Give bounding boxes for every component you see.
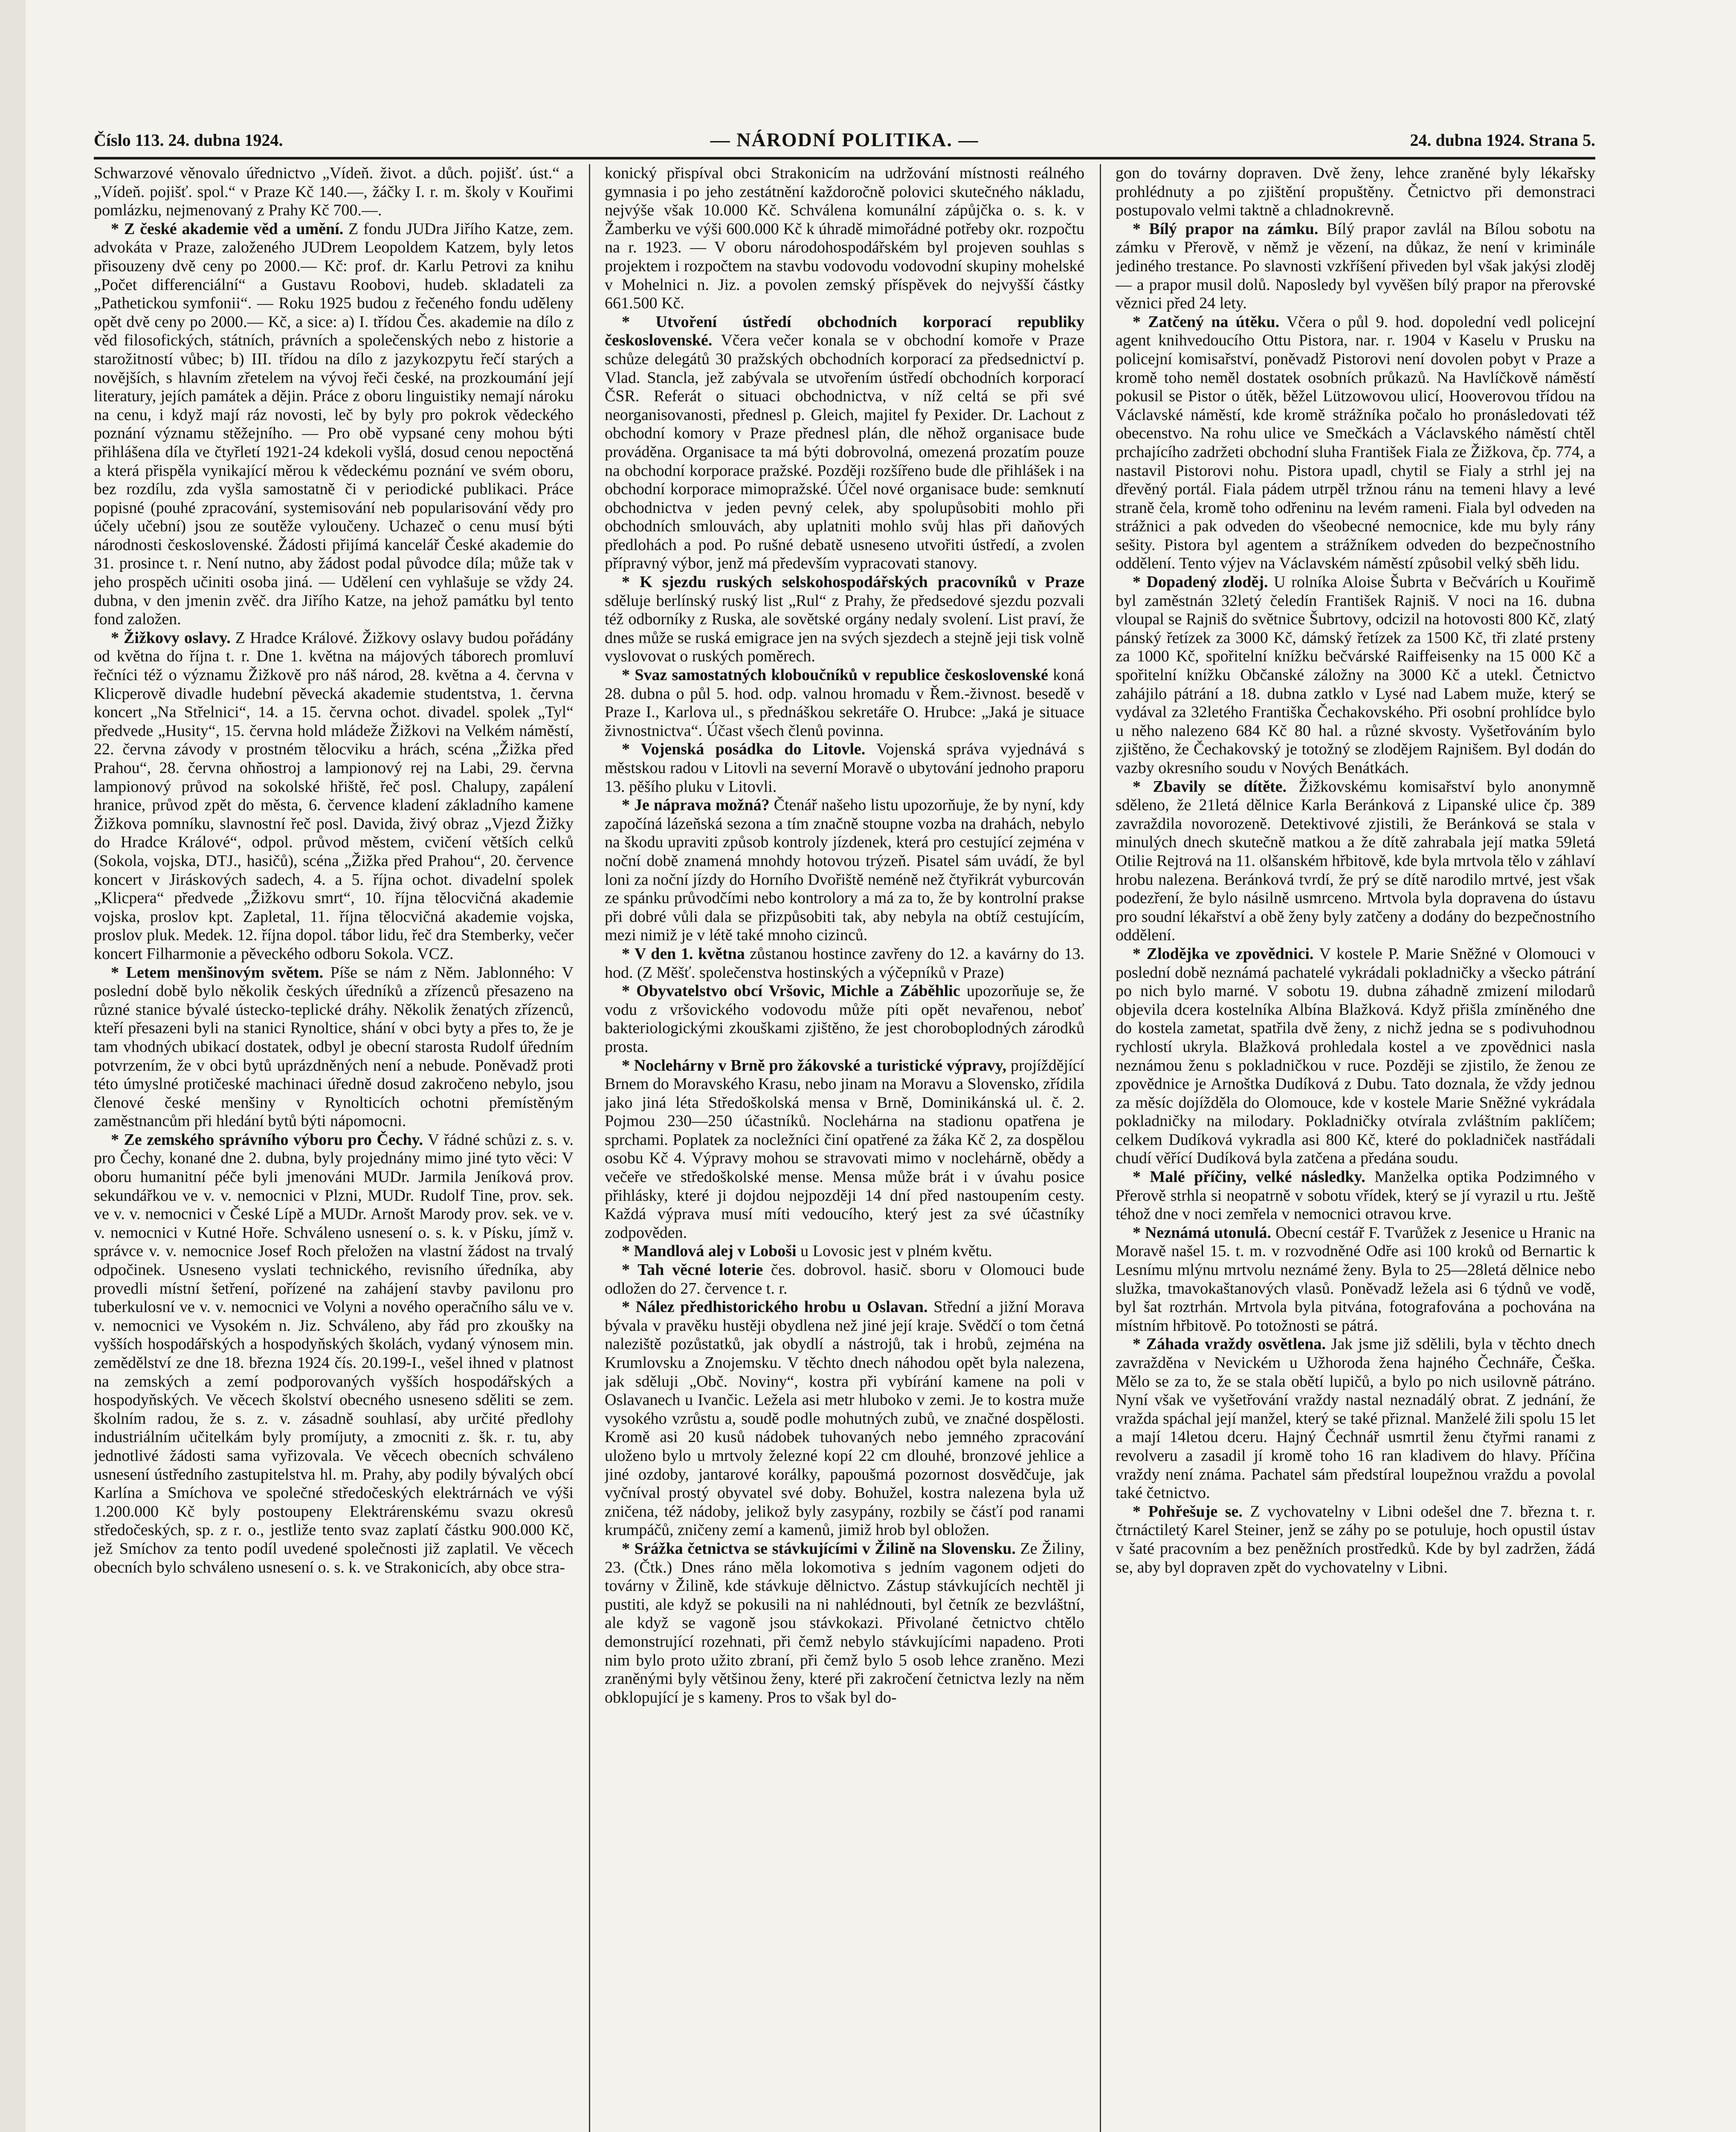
article-paragraph	[94, 220, 574, 629]
article-body-text: Z Hradce Králové. Žižkovy oslavy budou pořádány od května do října t. r. Dne 1. května na májových táborech promluví řečníci též o významu Žižkově pro náš národ, 28. května a 4. června v Klicperově divadle hudební pěvecká akademie studentstva, 1. června koncert „Na Střelnici“, 14. a 15. června ochot. divadel. spolek „Tyl“ předvede „Husity“, 15. června hold mládeže Žižkovi na Velkém náměstí, 22. června závody v prostném tělocviku a hrách, scéna „Žižka před Prahou“, 28. června ohňostroj a lampionový rej na Labi, 29. června lampionový průvod na sokolské hřiště, řeč posl. Chalupy, zapálení hranice, průvod zpět do města, 6. července kladení základního kamene Žižkova pomníku, slavnostní řeč posl. Davida, živý obraz „Vjezd Žižky do Hradce Králové“, odpol. průvod městem, cvičení větších celků (Sokola, vojska, DTJ., hasičů), scéna „Žižka před Prahou“, 20. července koncert v Jiráskových sadech, 4. a 5. října ochot. divadelní spolek „Klicpera“ předvede „Žižkovu smrt“, 10. října tělocvičná akademie vojska, proslov kpt. Zapletal, 11. října tělocvičná akademie vojska, proslov pluk. Medek. 12. října dopol. tábor lidu, řeč dra Stemberky, večer koncert Filharmonie a pěveckého odboru Sokola. VCZ.	[94, 629, 574, 963]
article-paragraph	[605, 1057, 1084, 1243]
article-body-text: Z vychovatelny v Libni odešel dne 7. března t. r. čtrnáctiletý Karel Steiner, jenž se záhy po se potuluje, hoch opustil ústav v šaté pracovním a bez peněžních prostředků. Kde by byl zadržen, žádá se, aby byl dopraven zpět do vychovatelny v Libni.	[1116, 1502, 1595, 1576]
article-body-text: upozorňuje se, že vodu z vršovického vodovodu může píti opět nevařenou, neboť bakteriologickými zkouškami zjištěno, že jest choroboplodných zárodků prosta.	[605, 982, 1084, 1056]
article-body-text: Čtenář našeho listu upozorňuje, že by nyní, kdy započíná lázeňská sezona a tím značně stoupne vozba na drahách, nebylo na škodu upraviti způsob kontroly jízdenek, která pro cestující zejména v noční době znamená mnohdy hotovou trýzeň. Pisatel sám uvádí, že byl loni za noční jízdy do Horního Dvořiště neméně než čtyřikrát vyburcován ze spánku průvodčími nebo kontrolory a má za to, že by kontrolní prakse při dobré vůli dala se přizpůsobiti tak, aby nebyla na obtíž cestujícím, mezi nimiž je v létě také mnoho cizinců.	[605, 796, 1084, 944]
issue-number-date: Číslo 113. 24. dubna 1924.	[94, 130, 283, 150]
article-heading: * Vojenská posádka do Litovle.	[622, 740, 866, 759]
article-body-text: Včera večer konala se v obchodní komoře v Praze schůze delegátů 30 pražských obchodních korporací za předsednictví p. Vlad. Stancla, jež zabývala se utvořením ústředí obchodních korporací ČSR. Referát o situaci obchodnictva, v níž celtá se při své neorganisovanosti, přednesl p. Gleich, majitel fy Pexider. Dr. Lachout z obchodní komory v Praze přednesl plán, dle něhož organisace bude prováděna. Organisace ta má býti dobrovolná, omezená prozatím pouze na obchodní korporace pražské. Později rozšířeno bude dle přihlášek i na obchodní korporace mimopražské. Účel nové organisace bude: semknutí obchodnictva v jeden pevný celek, aby spolupůsobiti mohlo při obchodních smlouvách, aby uplatniti mohlo svůj hlas při daňových předlohách a pod. Po rušné debatě usneseno utvořiti ústředí, a zvolen přípravný výbor, jenž má především vypracovati stanovy.	[605, 331, 1084, 573]
article-paragraph	[1116, 313, 1595, 573]
article-paragraph	[1116, 1224, 1595, 1335]
article-paragraph	[1116, 220, 1595, 313]
article-continuation	[605, 164, 1084, 313]
article-body-text: projíždějící Brnem do Moravského Krasu, nebo jinam na Moravu a Slovensko, zřídila jako jiná léta Středoškolská mensa v Brně, Dominikánská ul. č. 2. Pojmou 230—250 účastníků. Noclehárna na stadionu opatřena je sprchami. Poplatek za nocležníci činí opatřené za žáka Kč 2, za dospělou osobu Kč 4. Výpravy mohou se stravovati mimo v noclehárně, obědy a večeře ve středoškolské mense. Mensa může brát i v úvahu posice přihlásky, které ji dojdou nejpozději 14 dní před nastoupením cesty. Každá výprava musí míti vedoucího, který jest za své účastníky zodpověden.	[605, 1056, 1084, 1242]
article-paragraph	[1116, 778, 1595, 945]
article-heading: * Neznámá utonulá.	[1133, 1223, 1271, 1242]
article-continuation	[1116, 164, 1595, 220]
article-heading: * Tah věcné loterie	[622, 1261, 763, 1279]
article-body-text: Střední a jižní Morava bývala v pravěku hustěji obydlena než jiné její kraje. Svědčí o tom četná naleziště pozůstatků, jak obydlí a nástrojů, tak i hrobů, zejména na Krumlovsku a Znojemsku. V těchto dnech náhodou opět byla nalezena, jak sděluji „Obč. Noviny“, kostra při vybírání kamene na poli v Oslavanech u Ivančic. Ležela asi metr hluboko v zemi. Je to kostra muže vysokého vzrůstu a, soudě podle mohutných zubů, ve značné dospělosti. Kromě asi 20 kusů nádobek tuhovaných nebo jemného zpracování uloženo bylo u mrtvoly železné kopí 22 cm dlouhé, bronzové jehlice a jiné ozdoby, jantarové korálky, papoušmá pozornost dosvědčuje, jak vyčníval prostý obyvatel své doby. Bohužel, kostra nalezena byla už zničena, též nádoby, jelikož byly zasypány, rozbily se čásťí pod ranami krumpáčů, zničeny zemí a kamenů, jimiž hrob byl obložen.	[605, 1298, 1084, 1539]
article-body-text: gon do továrny dopraven. Dvě ženy, lehce zraněné byly lékařsky prohlédnuty a po zjištění propuštěny. Četnictvo při demonstraci postupovalo velmi taktně a chladnokrevně.	[1116, 164, 1595, 220]
article-paragraph	[605, 740, 1084, 796]
article-body-text: U rolníka Aloise Šubrta v Bečvárích u Kouřimě byl zaměstnán 32letý čeledín František Rajniš. V noci na 16. dubna vloupal se Rajniš do světnice Šubrtovy, odcizil na hotovosti 800 Kč, zlatý pánský řetízek za 3000 Kč, dámský řetízek za 1500 Kč, tři zlaté prsteny za 1000 Kč, spořitelní knížku bečvárské Raiffeisenky na 15 000 Kč a spořitelní knížku Občanské záložny na 3000 Kč a utekl. Četnictvo zahájilo pátrání a 18. dubna zatklo v Lysé nad Labem muže, který se vydával za 32letého Františka Čechakovského. Při osobní prohlídce bylo u něho nalezeno 684 Kč 80 hal. a různé skvosty. Vyšetřováním bylo zjištěno, že Čechakovský je totožný se zlodějem Rajnišem. Byl dodán do vazby okresního soudu v Nových Benátkách.	[1116, 573, 1595, 777]
page-left-margin	[0, 0, 26, 2132]
article-heading: * Malé příčiny, velké následky.	[1133, 1168, 1365, 1186]
article-body-text: Obecní cestář F. Tvarůžek z Jesenice u Hranic na Moravě našel 15. t. m. v rozvodněné Odře asi 100 kroků od Bernartic k Lesnímu mlýnu mrtvolu neznámé ženy. Byla to 25—28letá dělnice nebo služka, tmavokaštanových vlasů. Poněvadž ležela asi 6 týdnů ve vodě, byl šat roztrhán. Mrtvola byla pitvána, fotografována a pochována na místním hřbitově. Po totožnosti se pátrá.	[1116, 1223, 1595, 1335]
article-paragraph	[605, 796, 1084, 945]
article-heading: * K sjezdu ruských selskohospodářských pracovníků v Praze	[622, 573, 1084, 591]
article-heading: * Obyvatelstvo obcí Vršovic, Michle a Záběhlic	[622, 982, 960, 1000]
article-body-text: V kostele P. Marie Sněžné v Olomouci v poslední době neznámá pachatelé vykrádali pokladničky a všecko pátrání po nich bylo marné. V sobotu 19. dubna záhadně zmizení milodarů objevila dcera kostelníka Albína Blažková. Když přišla zmíněného dne do kostela zametat, spatřila dvě ženy, z nichž jedna se s podivuhodnou rychlostí ukryla. Blažková prohledala kostel a ve zpovědnici nasla neznámou ženu s pokladničkou v ruce. Později se zjistilo, že ženou ze zpovědnice je Arnoštka Dudíková z Dubu. Tato doznala, že vždy jednou za měsíc dojížděla do Olomouce, kde v kostele Marie Sněžné vykrádala pokladničky na milodary. Pokladničky otvírala zvláštním paklíčem; celkem Dudíková vykradla asi 800 Kč, které do pokladniček nastřádali chudí věřící Dudíková byla zatčena a předána soudu.	[1116, 944, 1595, 1167]
article-columns	[94, 164, 1595, 2132]
article-body-text: u Lovosic jest v plném květu.	[796, 1242, 992, 1260]
page-header	[94, 130, 1595, 160]
article-heading: * V den 1. května	[622, 944, 745, 963]
article-body-text: sděluje berlínský ruský list „Rul“ z Prahy, že předsedové sjezdu pozvali též odborníky z Ruska, ale sovětské orgány nedaly svolení. List praví, že dnes může se ruská emigrace jen na svých sjezdech a stejně jeji tisk volně vyslovovat o ruských poměrech.	[605, 591, 1084, 666]
article-heading: * Ze zemského správního výboru pro Čechy.	[111, 1130, 423, 1149]
article-heading: * Bílý prapor na zámku.	[1133, 220, 1319, 238]
article-heading: * Žižkovy oslavy.	[111, 629, 231, 647]
article-paragraph	[605, 573, 1084, 666]
article-body-text: Bílý prapor zavlál na Bílou sobotu na zámku v Přerově, v němž je vězení, na důkaz, že není v kriminále jediného trestance. Po slavnosti vzkříšení přiveden byl však jakýsi zloděj — a prapor musil dolů. Naposledy byl vyvěšen bílý prapor na přerovské věznici před 24 lety.	[1116, 220, 1595, 313]
article-paragraph	[605, 313, 1084, 573]
article-body-text: čes. dobrovol. hasič. sboru v Olomouci bude odložen do 27. července t. r.	[605, 1261, 1084, 1298]
article-body-text: zůstanou hostince zavřeny do 12. a kavárny do 13. hod. (Z Měšť. společenstva hostinských a výčepníků v Praze)	[605, 944, 1084, 982]
article-heading: * Záhada vraždy osvětlena.	[1133, 1335, 1326, 1353]
article-heading: * Letem menšinovým světem.	[111, 963, 324, 982]
header-rule	[94, 157, 1595, 159]
article-heading: * Mandlová alej v Loboši	[622, 1242, 797, 1260]
article-paragraph	[94, 964, 574, 1131]
article-paragraph	[94, 629, 574, 964]
article-heading: * Svaz samostatných kloboučníků v republice československé	[622, 666, 1048, 684]
column-1	[94, 164, 574, 2132]
column-2	[605, 164, 1084, 2132]
article-heading: * Srážka četnictva se stávkujícími v Žilině na Slovensku.	[622, 1539, 1016, 1558]
article-body-text: Vojenská správa vyjednává s městskou radou v Litovli na severní Moravě o ubytování jednoho praporu 13. pěšího pluku v Litovli.	[605, 740, 1084, 796]
article-heading: * Pohřešuje se.	[1133, 1502, 1243, 1521]
article-body-text: V řádné schůzi z. s. v. pro Čechy, konané dne 2. dubna, byly projednány mimo jiné tyto věci: V oboru humanitní péče byli jmenováni MUDr. Jarmila Jeníková prov. sekundářkou ve v. v. nemocnici v Plzni, MUDr. Rudolf Tine, prov. sek. ve v. v. nemocnici v České Lípě a MUDr. Arnošt Marody prov. sek. ve v. v. nemocnici v Kutné Hoře. Schváleno usnesení o. s. k. v Písku, jímž v. správce v. v. nemocnice Josef Roch přeložen na vlastní žádost na trvalý odpočinek. Usneseno vyslati technického, revisního úředníka, aby provedli místní šetření, pořízené na zahájení stavby pavilonu pro tuberkulosní ve v. v. nemocnici ve Volyni a nového operačního sálu ve v. v. nemocnici ve Vysokém n. Jiz. Schváleno, aby řád pro zkoušky na vyšších hospodářských a hospodyňských školách, vydaný výnosem min. zemědělství ze dne 18. března 1924 čís. 20.199-I., vešel ihned v platnost na zemských a zemí podporovaných vyšších hospodářských a hospodyňských. Ve věcech školství obecného usneseno sděliti se zem. školním radou, že s. z. v. zásadně souhlasí, aby určité předlohy industriálním učitelkám byly promíjuty, a zmocniti z. šk. r. tu, aby jednotlivé žádosti sama vyřizovala. Ve věcech obecních schváleno usnesení ústředního zastupitelstva hl. m. Prahy, aby podily bývalých obcí Karlína a Smíchova ve společné středočeských elektrárnách ve výši 1.200.000 Kč byly postoupeny Elektrárenskému svazu okresů středočeských, sp. z r. o., jestliže tento svaz zaplatí částku 900.000 Kč, jež Smíchov za tento podíl uvedené společnosti již zaplatil. Ve věcech obecních bylo schváleno usnesení o. s. k. ve Strakonicích, aby obce stra-	[94, 1130, 574, 1576]
article-body-text: Žižkovskému komisařství bylo anonymně sděleno, že 21letá dělnice Karla Beránková z Lipanské ulice čp. 389 zavraždila novorozeně. Detektivové zjistili, že Beránková se stala v minulých dnech skutečně matkou a že dítě zahrabala její matka 59letá Otilie Rejtrová na 11. olšanském hřbitově, kde byla mrtvola tělo v záhlaví hrobu nalezena. Beránková tvrdí, že prý se dítě narodilo mrtvé, jest však podezření, že bylo násilně usmrceno. Mrtvola byla dopravena do ústavu pro soudní lékařství a obě ženy byly zatčeny a dodány do bezpečnostního oddělení.	[1116, 777, 1595, 944]
article-body-text: Manželka optika Podzimného v Přerově strhla si neopatrně v sobotu vřídek, který se jí vyrazil u rtu. Ještě téhož dne v noci zemřela v nemocnici otravou krve.	[1116, 1168, 1595, 1223]
article-continuation	[94, 164, 574, 220]
article-heading: * Zlodějka ve zpovědnici.	[1133, 944, 1314, 963]
article-heading: * Nález předhistorického hrobu u Oslavan.	[622, 1298, 928, 1316]
article-body-text: Píše se nám z Něm. Jablonného: V poslední době bylo několik českých úředníků a zřízenců přesazeno na různé stanice bývalé ústecko-teplické dráhy. Několik ženatých zřízenců, kteří přesazeni byli na stanici Rynoltice, shání v obci byty a přes to, že je tam vhodných ubikací dostatek, odbyl je obecní starosta Rudolf úředním potvrzením, že v obci bytů uprázdněných není a nebude. Poněvadž proti této úmyslné protičeské machinaci úředně dosud zakročeno nebylo, jsou členové české menšiny v Rynolticích ochotni přemístěným zaměstnancům při hledání bytů býti nápomocni.	[94, 963, 574, 1130]
article-paragraph	[605, 1298, 1084, 1540]
newspaper-masthead: — NÁRODNÍ POLITIKA. —	[710, 129, 979, 151]
column-3	[1116, 164, 1595, 2132]
article-heading: * Zbavily se dítěte.	[1133, 777, 1287, 796]
article-heading: * Je náprava možná?	[622, 796, 770, 814]
article-paragraph	[94, 1131, 574, 1577]
article-body-text: konický přispíval obci Strakonicím na udržování místnosti reálného gymnasia i po jeho zestátnění každoročně polovici skutečného nákladu, nejvýše však 10.000 Kč. Schválena komunální zápůjčka o. s. k. v Žamberku ve výši 600.000 Kč k úhradě mimořádné potřeby okr. rozpočtu na r. 1923. — V oboru národohospodářském byl projeven souhlas s projektem i rozpočtem na stavbu vodovodu vodovodní skupiny mohelské v Mohelnici n. Jiz. a povolen zemský příspěvek do nejvyšší částky 661.500 Kč.	[605, 164, 1084, 313]
article-paragraph	[1116, 573, 1595, 778]
article-paragraph	[605, 1540, 1084, 1707]
article-heading: * Utvoření ústředí obchodních korporací republiky československé.	[605, 313, 1084, 350]
article-paragraph	[605, 982, 1084, 1056]
article-paragraph	[605, 666, 1084, 740]
article-paragraph	[605, 1242, 1084, 1261]
article-paragraph	[605, 1261, 1084, 1298]
article-body-text: Z fondu JUDra Jiřího Katze, zem. advokáta v Praze, založeného JUDrem Leopoldem Katzem, byly letos přisouzeny dvě ceny po 2000.— Kč: prof. dr. Karlu Petrovi za knihu „Počet differenciální“ a Gustavu Roobovi, hudeb. skladateli za „Pathetickou symfonii“. — Roku 1925 budou z řečeného fondu uděleny opět dvě ceny po 2000.— Kč, a sice: a) I. třídou Čes. akademie na dílo z věd filosofických, státních, právních a společenských nebo z historie a starožitností vůbec; b) III. třídou na dílo z jazykozpytu řečí starých a novějších, s hlavním zřetelem na vývoj řeči české, na prozkoumání její literatury, jejích památek a dějin. Práce z oboru linguistiky nemají nároku na cenu, i když mají ráz novosti, leč by byly pro pokrok vědeckého poznání významu stěžejního. — Pro obě vypsané ceny mohou býti přihlášena díla ve čtyřletí 1921-24 kdekoli vyšlá, dosud cenou nepoctěná a která přispěla vynikající měrou k vědeckému poznání ve svém oboru, bez rozdílu, zda vyšla samostatně či v periodické publikaci. Práce popisné (pouhé zpracování, systemisování neb popularisování vědy pro účely učební) jsou ze soutěže vyloučeny. Uchazeč o cenu musí býti národnosti československé. Žádosti přijímá kancelář České akademie do 31. prosince t. r. Není nutno, aby žádost podal původce díla; může tak v jeho prospěch učiniti osoba jiná. — Udělení cen vyhlašuje se vždy 24. dubna, v den jmenin zvěč. dra Jiřího Katze, na jehož památku byl tento fond založen.	[94, 220, 574, 629]
article-body-text: Schwarzové věnovalo úřednictvo „Vídeň. život. a důch. pojišť. úst.“ a „Vídeň. pojišť. spol.“ v Praze Kč 140.—, žáčky I. r. m. školy v Kouřimi pomlázku, nejmenovaný z Prahy Kč 700.—.	[94, 164, 574, 220]
article-paragraph	[1116, 1335, 1595, 1502]
date-page-number: 24. dubna 1924. Strana 5.	[1410, 130, 1595, 150]
article-heading: * Z české akademie věd a umění.	[111, 220, 344, 238]
article-heading: * Noclehárny v Brně pro žákovské a turistické výpravy,	[622, 1056, 1007, 1075]
article-paragraph	[1116, 1503, 1595, 1577]
article-body-text: Včera o půl 9. hod. dopolední vedl policejní agent knihvedoucího Ottu Pistora, nar. r. 1904 v Kaselu v Prusku na policejní komisařství, poněvadž Pistorovi není dovolen pobyt v Praze a kromě toho neměl dostatek osobních průkazů. Na Havlíčkově náměstí pokusil se Pistor o útěk, běžel Lützowovou ulicí, Hooverovou třídou na Václavské náměstí, kde kromě strážníka počalo ho pronásledovati též obecenstvo. Na rohu ulice ve Smečkách a Václavského náměstí chtěl prchajícího zadržeti obchodní sluha František Fiala ze Žižkova, čp. 774, a nastavil Pistorovi nohu. Pistora upadl, chytil se Fialy a strhl jej na dřevěný portál. Fiala pádem utrpěl tržnou ránu na temeni hlavy a levé straně čela, kromě toho odřeninu na levém rameni. Fiala byl odveden na strážnici a pak odveden do všeobecné nemocnice, kde mu byly rány sešity. Pistora byl agentem a strážníkem odveden do bezpečnostního oddělení. Tento výjev na Václavském náměstí způsobil velký sběh lidu.	[1116, 313, 1595, 573]
article-paragraph	[1116, 945, 1595, 1168]
article-body-text: Jak jsme již sdělili, byla v těchto dnech zavražděna v Nevickém u Užhoroda žena hajného Čechnáře, Češka. Mělo se za to, že se stala obětí lupičů, a bylo po nich usilovně pátráno. Nyní však ve vyšetřování vraždy nastal neznadálý obrat. Z jednání, že vražda spáchal její manžel, který se také přiznal. Manželé žili spolu 15 let a mají 14letou dceru. Hajný Čechnář usmrtil ženu čtyřmi ranami z revolveru a zasadil jí kromě toho 16 ran kladivem do hlavy. Příčina vraždy není známa. Pachatel sám předstíral loupežnou vraždu a povolal také četnictvo.	[1116, 1335, 1595, 1502]
article-heading: * Zatčený na útěku.	[1133, 313, 1280, 331]
article-paragraph	[605, 945, 1084, 982]
article-body-text: Ze Žiliny, 23. (Čtk.) Dnes ráno měla lokomotiva s jedním vagonem odjeti do továrny v Žilině, kde stávkuje dělnictvo. Zástup stávkujících nechtěl ji pustiti, ale když se pokusili na ni nahlédnouti, byl četník ze bezvláštní, ale když se vagoně jsou stávkokazi. Přivolané četnictvo chtělo demonstrující rozehnati, při čemž nebylo stávkujícími napadeno. Proti nim bylo proto užito zbraní, při čemž bylo 5 osob lehce zraněno. Mezi zraněnými byly většinou ženy, které při zakročení četnictva lezly na něm obklopující je s kameny. Pros to však byl do-	[605, 1539, 1084, 1706]
article-body-text: koná 28. dubna o půl 5. hod. odp. valnou hromadu v Řem.-živnost. besedě v Praze I., Karlova ul., s přednáškou sekretáře O. Hrubce: „Jaká je situace živnostnictva“. Účast všech členů povinna.	[605, 666, 1084, 740]
article-heading: * Dopadený zloděj.	[1133, 573, 1268, 591]
article-paragraph	[1116, 1168, 1595, 1224]
